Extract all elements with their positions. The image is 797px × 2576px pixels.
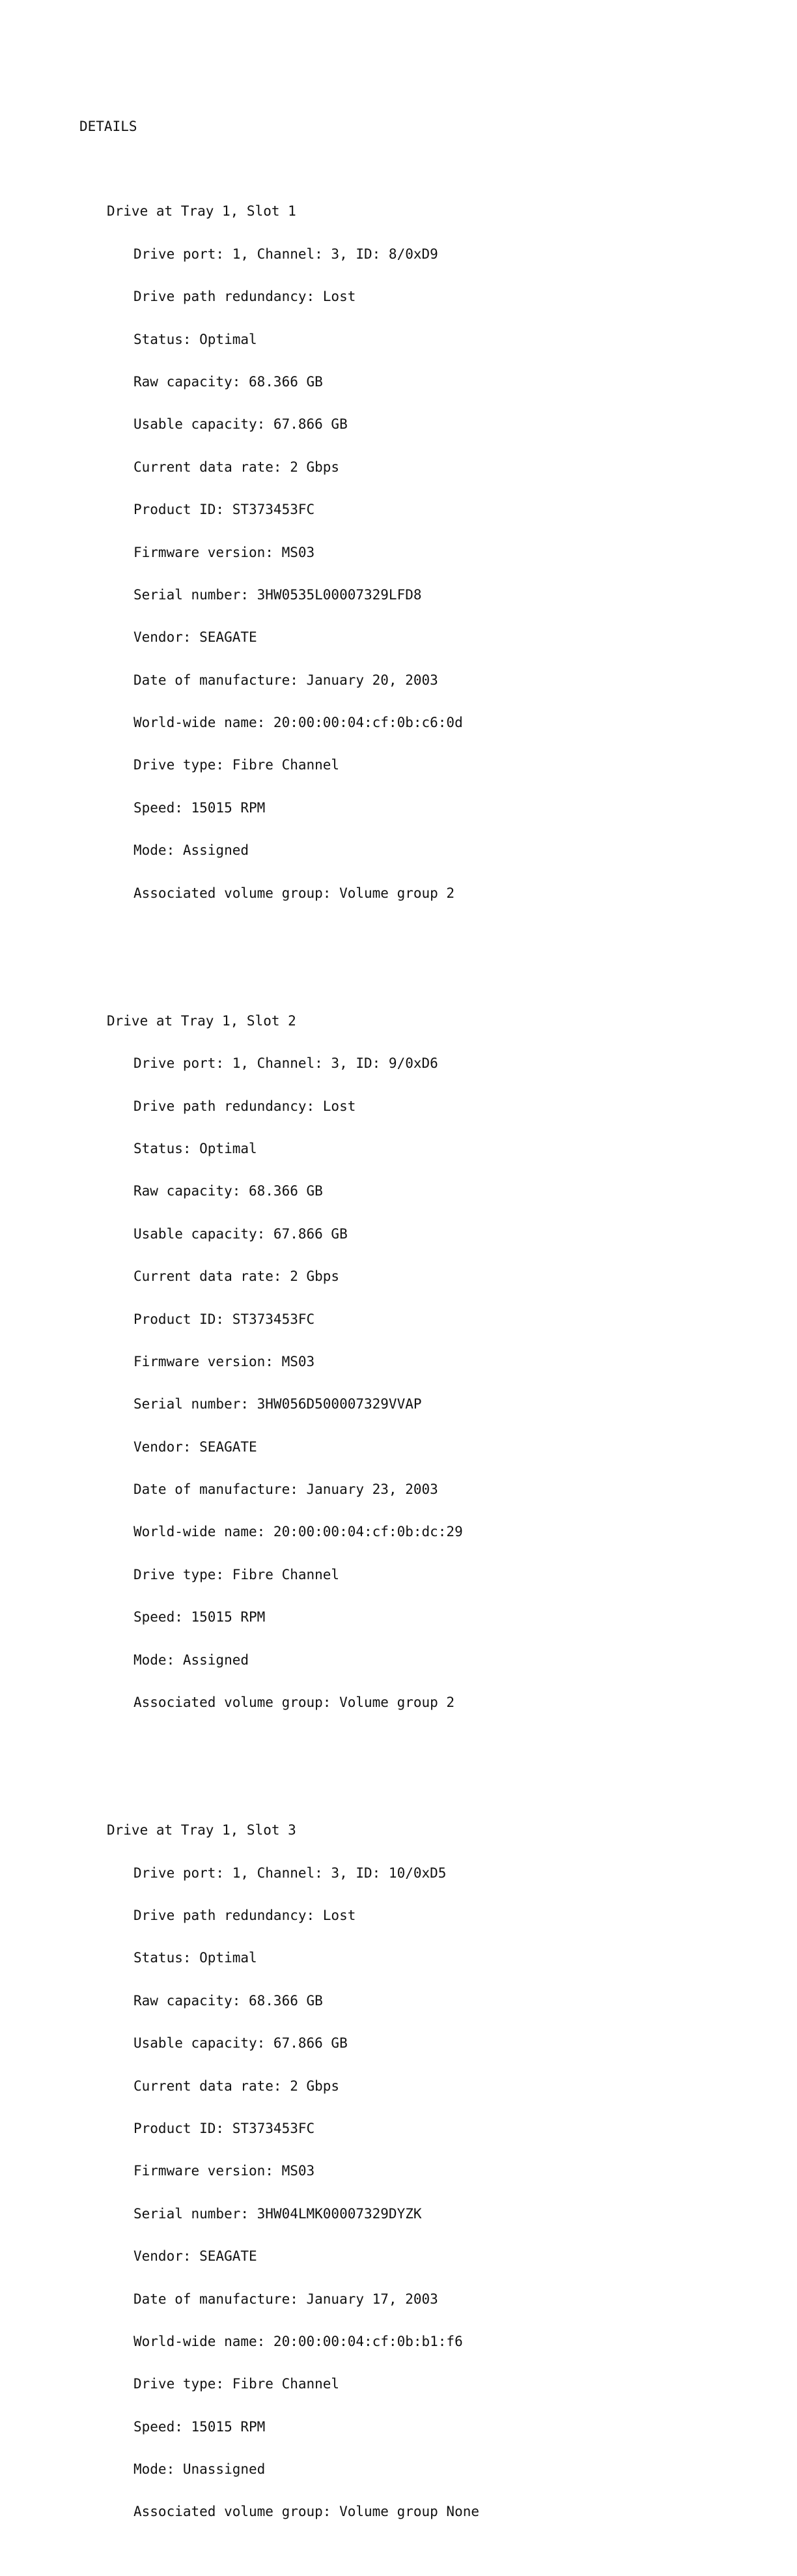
world-wide-name-field: World-wide name: 20:00:00:04:cf:0b:dc:29 [133,1524,463,1540]
drive-port-field: Drive port: 1, Channel: 3, ID: 9/0xD6 [133,1055,438,1072]
drive-port-field: Drive port: 1, Channel: 3, ID: 8/0xD9 [133,246,438,262]
volume-group-field: Associated volume group: Volume group 2 [133,885,455,901]
raw-capacity-field: Raw capacity: 68.366 GB [133,1992,323,2009]
drive-title: Drive at Tray 1, Slot 3 [107,1822,296,1839]
usable-capacity-field: Usable capacity: 67.866 GB [133,1225,348,1242]
serial-number-field: Serial number: 3HW04LMK00007329DYZK [133,2205,422,2222]
details-heading: DETAILS [79,118,137,134]
path-redundancy-field: Drive path redundancy: Lost [133,289,356,305]
raw-capacity-field: Raw capacity: 68.366 GB [133,1183,323,1199]
vendor-field: Vendor: SEAGATE [133,1438,257,1455]
raw-capacity-field: Raw capacity: 68.366 GB [133,373,323,390]
volume-group-field: Associated volume group: Volume group 2 [133,1695,455,1711]
status-field: Status: Optimal [133,1950,257,1966]
drive-section-slot-1 [79,177,479,929]
data-rate-field: Current data rate: 2 Gbps [133,459,340,475]
vendor-field: Vendor: SEAGATE [133,2248,257,2265]
product-id-field: Product ID: ST373453FC [133,1311,315,1327]
firmware-version-field: Firmware version: MS03 [133,544,315,560]
data-rate-field: Current data rate: 2 Gbps [133,2078,340,2094]
details-document [79,91,479,2576]
data-rate-field: Current data rate: 2 Gbps [133,1268,340,1285]
path-redundancy-field: Drive path redundancy: Lost [133,1098,356,1114]
firmware-version-field: Firmware version: MS03 [133,2163,315,2179]
world-wide-name-field: World-wide name: 20:00:00:04:cf:0b:b1:f6 [133,2333,463,2349]
mode-field: Mode: Assigned [133,842,249,859]
usable-capacity-field: Usable capacity: 67.866 GB [133,2035,348,2052]
mode-field: Mode: Assigned [133,1652,249,1668]
drive-type-field: Drive type: Fibre Channel [133,757,340,773]
speed-field: Speed: 15015 RPM [133,1609,266,1625]
manufacture-date-field: Date of manufacture: January 17, 2003 [133,2291,438,2307]
world-wide-name-field: World-wide name: 20:00:00:04:cf:0b:c6:0d [133,715,463,731]
product-id-field: Product ID: ST373453FC [133,2120,315,2136]
manufacture-date-field: Date of manufacture: January 20, 2003 [133,672,438,688]
status-field: Status: Optimal [133,1140,257,1156]
path-redundancy-field: Drive path redundancy: Lost [133,1908,356,1923]
drive-port-field: Drive port: 1, Channel: 3, ID: 10/0xD5 [133,1865,447,1881]
manufacture-date-field: Date of manufacture: January 23, 2003 [133,1481,438,1498]
speed-field: Speed: 15015 RPM [133,2418,266,2435]
mode-field: Mode: Unassigned [133,2461,266,2478]
serial-number-field: Serial number: 3HW056D500007329VVAP [133,1396,422,1412]
speed-field: Speed: 15015 RPM [133,799,266,816]
drive-section-slot-3 [79,1796,479,2548]
drive-type-field: Drive type: Fibre Channel [133,1566,340,1582]
drive-title: Drive at Tray 1, Slot 2 [107,1012,296,1029]
product-id-field: Product ID: ST373453FC [133,502,315,518]
drive-type-field: Drive type: Fibre Channel [133,2376,340,2392]
vendor-field: Vendor: SEAGATE [133,629,257,646]
firmware-version-field: Firmware version: MS03 [133,1353,315,1369]
drive-section-slot-2 [79,986,479,1738]
usable-capacity-field: Usable capacity: 67.866 GB [133,416,348,433]
status-field: Status: Optimal [133,331,257,347]
drive-title: Drive at Tray 1, Slot 1 [107,203,296,220]
serial-number-field: Serial number: 3HW0535L00007329LFD8 [133,586,422,603]
volume-group-field: Associated volume group: Volume group None [133,2504,480,2520]
